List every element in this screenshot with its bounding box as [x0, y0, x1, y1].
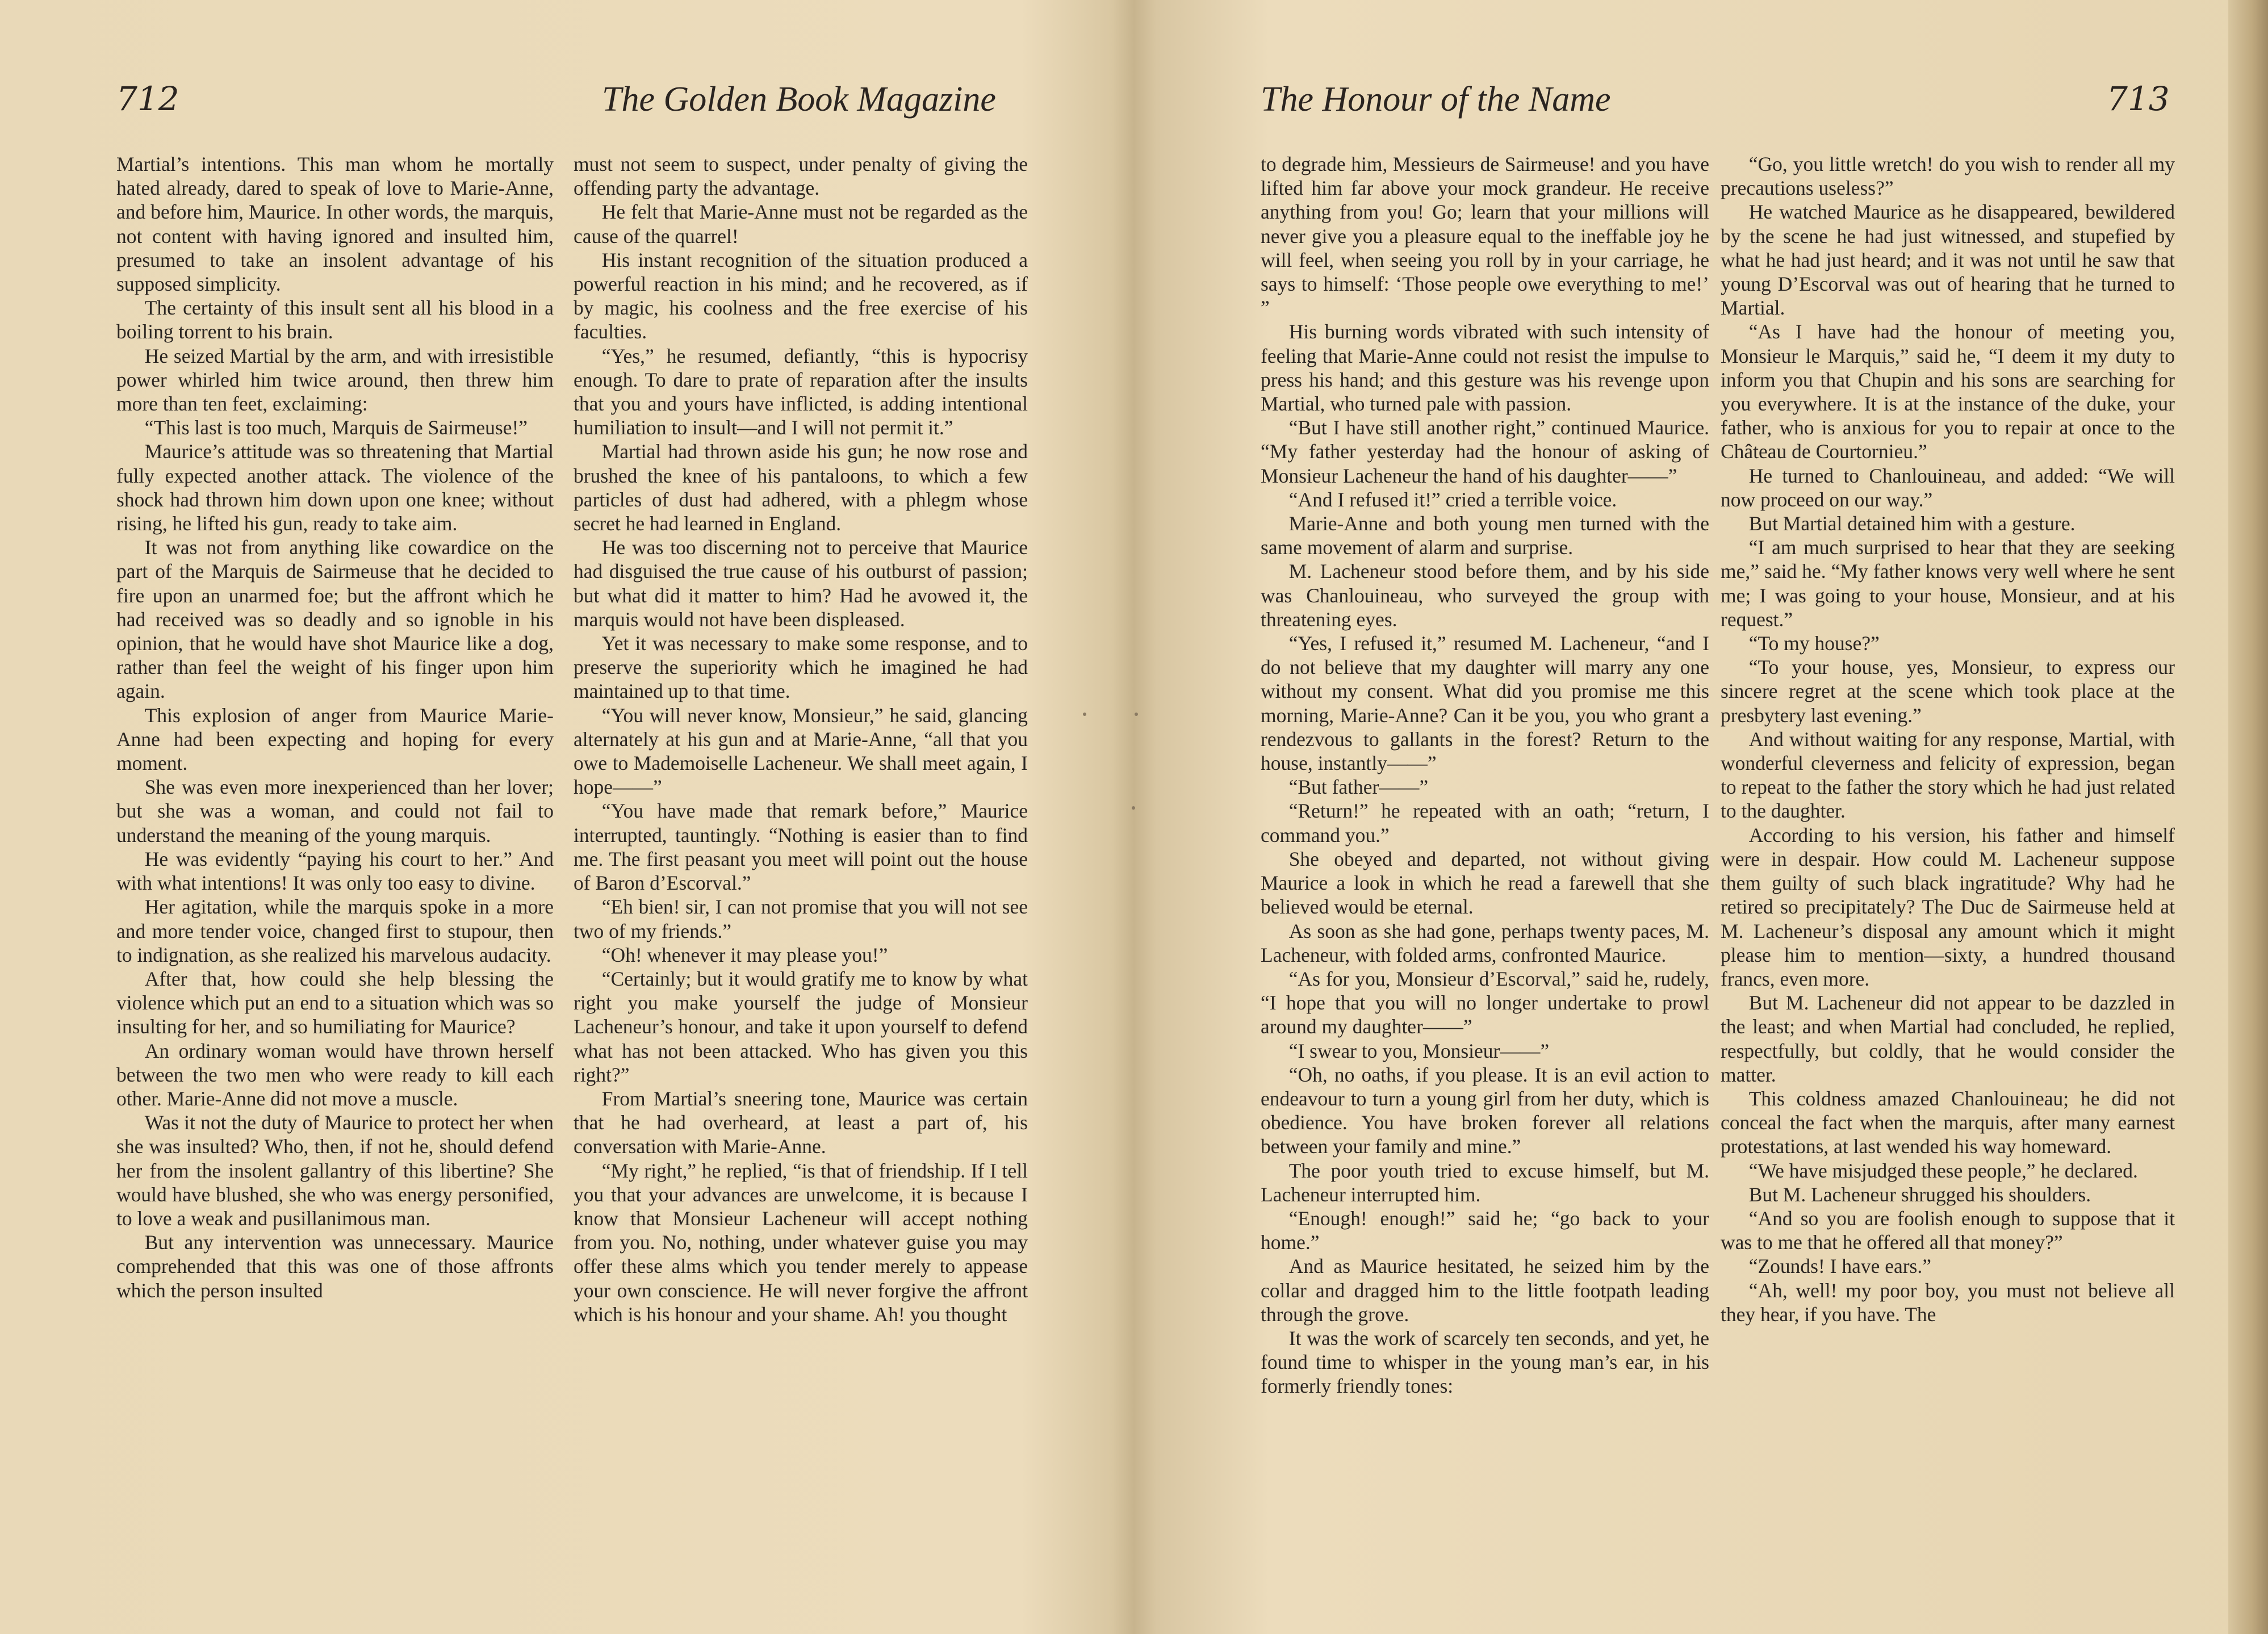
paragraph: His burning words vibrated with such intensity of feeling that Marie-Anne could not resist the impulse to press his hand; and this gesture was his revenge upon Martial, who turned pale with passion. [1261, 320, 1709, 416]
paragraph: “Yes,” he resumed, defiantly, “this is hypocrisy enough. To dare to prate of reparation after the insults that you and yours have inflicted, is adding intentional humiliation to insult—and I will not permit it.” [574, 344, 1028, 439]
paragraph: “Oh, no oaths, if you please. It is an evil action to endeavour to turn a young girl from her duty, which is obedience. You have broken forever all relations between your family and mine.” [1261, 1063, 1709, 1158]
gutter-speck [1083, 713, 1086, 716]
paragraph: But M. Lacheneur did not appear to be dazzled in the least; and when Martial had concluded, he replied, respectfully, but coldly, that he would consider the matter. [1721, 991, 2175, 1086]
paragraph: And without waiting for any response, Martial, with wonderful cleverness and felicity of expression, began to repeat to the father the story which he had just related to the daughter. [1721, 727, 2175, 823]
text-column-right-2 [1721, 152, 2175, 1326]
paragraph: It was not from anything like cowardice on the part of the Marquis de Sairmeuse that he decided to fire upon an unarmed foe; but the affront which he had received was so deadly and so ignoble in his opinion, that he would have shot Maurice like a dog, rather than feel the weight of his finger upon him again. [116, 536, 554, 703]
paragraph: “And I refused it!” cried a terrible voice. [1288, 488, 1617, 511]
paragraph: But Martial detained him with a gesture. [1748, 512, 2075, 535]
paragraph: She was even more inexperienced than her lover; but she was a woman, and could not fail to understand the meaning of the young marquis. [116, 776, 554, 847]
gutter-speck [1132, 806, 1135, 810]
paragraph: “Zounds! I have ears.” [1748, 1255, 1932, 1278]
paragraph: “I am much surprised to hear that they are seeking me,” said he. “My father knows very well where he sent me; I was going to your house, Monsieur, and at his request.” [1721, 536, 2175, 631]
paragraph: “To your house, yes, Monsieur, to express our sincere regret at the scene which took place at the presbytery last evening.” [1721, 656, 2175, 727]
paragraph: “You will never know, Monsieur,” he said, glancing alternately at his gun and at Marie-Anne, “all that you owe to Mademoiselle Lacheneur. We shall meet again, I hope——” [574, 703, 1028, 799]
paragraph: “You have made that remark before,” Maurice interrupted, tauntingly. “Nothing is easier than to find me. The first peasant you meet will point out the house of Baron d’Escorval.” [574, 799, 1028, 895]
paragraph: “Certainly; but it would gratify me to know by what right you make yourself the judge of Monsieur Lacheneur’s honour, and take it upon yourself to defend what has not been attacked. Who has given you this right?” [574, 967, 1028, 1086]
paragraph: An ordinary woman would have thrown herself between the two men who were ready to kill each other. Marie-Anne did not move a muscle. [116, 1039, 554, 1110]
paragraph: His instant recognition of the situation produced a powerful reaction in his mind; and he recovered, as if by magic, his coolness and the free exercise of his faculties. [574, 248, 1028, 343]
paragraph: He was evidently “paying his court to her.” And with what intentions! It was only too easy to divine. [116, 847, 554, 895]
paragraph: Marie-Anne and both young men turned with the same movement of alarm and surprise. [1261, 512, 1709, 559]
paragraph: And as Maurice hesitated, he seized him by the collar and dragged him to the little footpath leading through the grove. [1261, 1255, 1709, 1326]
paragraph: “This last is too much, Marquis de Sairmeuse!” [144, 416, 528, 439]
paragraph: “As I have had the honour of meeting you, Monsieur le Marquis,” said he, “I deem it my duty to inform you that Chupin and his sons are searching for you everywhere. It is at the instance of the duke, your father, who is anxious for you to repair at once to the Château de Courtornieu.” [1721, 320, 2175, 463]
paragraph: It was the work of scarcely ten seconds, and yet, he found time to whisper in the young man’s ear, in his formerly friendly tones: [1261, 1326, 1709, 1398]
text-column-left-2 [574, 152, 1028, 1326]
running-title: The Honour of the Name [1261, 80, 1611, 119]
page-number: 713 [2107, 79, 2170, 118]
paragraph: “My right,” he replied, “is that of friendship. If I tell you that your advances are unwelcome, it is because I know that Monsieur Lacheneur will accept nothing from you. No, nothing, under whatever guise you may offer these alms which you tender merely to appease your own conscience. He will never forgive the affront which is his honour and your shame. Ah! you thought [574, 1159, 1028, 1326]
paragraph: After that, how could she help blessing the violence which put an end to a situation which was so insulting for her, and so humiliating for Maurice? [116, 967, 554, 1038]
paragraph: “As for you, Monsieur d’Escorval,” said he, rudely, “I hope that you will no longer undertake to prowl around my daughter——” [1261, 967, 1709, 1038]
left-page [0, 0, 1124, 1634]
paragraph: “Go, you little wretch! do you wish to render all my precautions useless?” [1721, 153, 2175, 200]
paragraph: He was too discerning not to perceive that Maurice had disguised the true cause of his outburst of passion; but what did it matter to him? Had he avowed it, the marquis would not have been displeased. [574, 536, 1028, 631]
running-title: The Golden Book Magazine [602, 80, 996, 119]
paragraph: He watched Maurice as he disappeared, bewildered by the scene he had just witnessed, and stupefied by what he had just heard; and it was not until he saw that young D’Escorval was out of hearing that he turned to Martial. [1721, 200, 2175, 320]
paragraph: “I swear to you, Monsieur——” [1288, 1039, 1550, 1062]
paragraph: “To my house?” [1748, 632, 1880, 655]
text-column-right-1 [1261, 152, 1709, 1398]
paragraph: M. Lacheneur stood before them, and by his side was Chanlouineau, who surveyed the group with threatening eyes. [1261, 560, 1709, 631]
paragraph: to degrade him, Messieurs de Sairmeuse! and you have lifted him far above your mock grandeur. He receive anything from you! Go; learn that your millions will never give you a pleasure equal to the ineffable joy he will feel, when seeing you roll by in your carriage, he says to himself: ‘Those people owe everything to me!’ ” [1261, 153, 1709, 320]
paragraph: “But I have still another right,” continued Maurice. “My father yesterday had the honour of asking of Monsieur Lacheneur the hand of his daughter——” [1261, 416, 1709, 487]
paragraph: This explosion of anger from Maurice Marie-Anne had been expecting and hoping for every moment. [116, 703, 554, 775]
paragraph: “But father——” [1288, 776, 1429, 799]
paragraph: “Return!” he repeated with an oath; “return, I command you.” [1261, 799, 1709, 847]
paragraph: But M. Lacheneur shrugged his shoulders. [1748, 1183, 2091, 1206]
paragraph: Maurice’s attitude was so threatening that Martial fully expected another attack. The violence of the shock had thrown him down upon one knee; without rising, he lifted his gun, ready to take aim. [116, 440, 554, 535]
paragraph: “Yes, I refused it,” resumed M. Lacheneur, “and I do not believe that my daughter will marry any one without my consent. What did you promise me this morning, Marie-Anne? Can it be you, you who grant a rendezvous to gallants in the forest? Return to the house, instantly——” [1261, 632, 1709, 775]
page-number: 712 [116, 79, 179, 118]
paragraph: Martial had thrown aside his gun; he now rose and brushed the knee of his pantaloons, to which a few particles of dust had adhered, with a phlegm whose secret he had learned in England. [574, 440, 1028, 535]
paragraph: Was it not the duty of Maurice to protect her when she was insulted? Who, then, if not he, should defend her from the insolent gallantry of this libertine? She would have blushed, she who was energy personified, to love a weak and pusillanimous man. [116, 1111, 554, 1230]
paragraph: She obeyed and departed, not without giving Maurice a look in which he read a farewell that she believed would be eternal. [1261, 847, 1709, 919]
paragraph: He turned to Chanlouineau, and added: “We will now proceed on our way.” [1721, 464, 2175, 511]
paragraph: “Oh! whenever it may please you!” [601, 943, 888, 966]
paragraph: He seized Martial by the arm, and with irresistible power whirled him twice around, then threw him more than ten feet, exclaiming: [116, 344, 554, 416]
paragraph: must not seem to suspect, under penalty of giving the offending party the advantage. [574, 153, 1028, 200]
paragraph: “Ah, well! my poor boy, you must not believe all they hear, if you have. The [1721, 1279, 2175, 1326]
paragraph: The certainty of this insult sent all his blood in a boiling torrent to his brain. [116, 296, 554, 343]
paragraph: This coldness amazed Chanlouineau; he did not conceal the fact when the marquis, after many earnest protestations, at last wended his way homeward. [1721, 1087, 2175, 1158]
paragraph: From Martial’s sneering tone, Maurice was certain that he had overheard, at least a part of, his conversation with Marie-Anne. [574, 1087, 1028, 1158]
paragraph: According to his version, his father and himself were in despair. How could M. Lacheneur suppose them guilty of such black ingratitude? Why had he retired so precipitately? The Duc de Sairmeuse held at M. Lacheneur’s disposal any amount which it might please him to mention—sixty, a hundred thousand francs, even more. [1721, 823, 2175, 990]
paragraph: “Enough! enough!” said he; “go back to your home.” [1261, 1206, 1709, 1254]
paragraph: Her agitation, while the marquis spoke in a more and more tender voice, changed first to stupour, then to indignation, as she realized his marvelous audacity. [116, 895, 554, 966]
paragraph: “We have misjudged these people,” he declared. [1748, 1159, 2138, 1182]
text-column-left-1 [116, 152, 554, 1302]
paragraph: “Eh bien! sir, I can not promise that you will not see two of my friends.” [574, 895, 1028, 942]
paragraph: But any intervention was unnecessary. Maurice comprehended that this was one of those affronts which the person insulted [116, 1231, 554, 1302]
paragraph: He felt that Marie-Anne must not be regarded as the cause of the quarrel! [574, 200, 1028, 248]
paragraph: The poor youth tried to excuse himself, but M. Lacheneur interrupted him. [1261, 1159, 1709, 1206]
page-edge [2228, 0, 2268, 1634]
paragraph: “And so you are foolish enough to suppose that it was to me that he offered all that money?” [1721, 1206, 2175, 1254]
paragraph: Martial’s intentions. This man whom he mortally hated already, dared to speak of love to Marie-Anne, and before him, Maurice. In other words, the marquis, not content with having ignored and insulted him, presumed to take an insolent advantage of his supposed simplicity. [116, 153, 554, 296]
paragraph: Yet it was necessary to make some response, and to preserve the superiority which he imagined he had maintained up to that time. [574, 632, 1028, 703]
paragraph: As soon as she had gone, perhaps twenty paces, M. Lacheneur, with folded arms, confronted Maurice. [1261, 919, 1709, 966]
